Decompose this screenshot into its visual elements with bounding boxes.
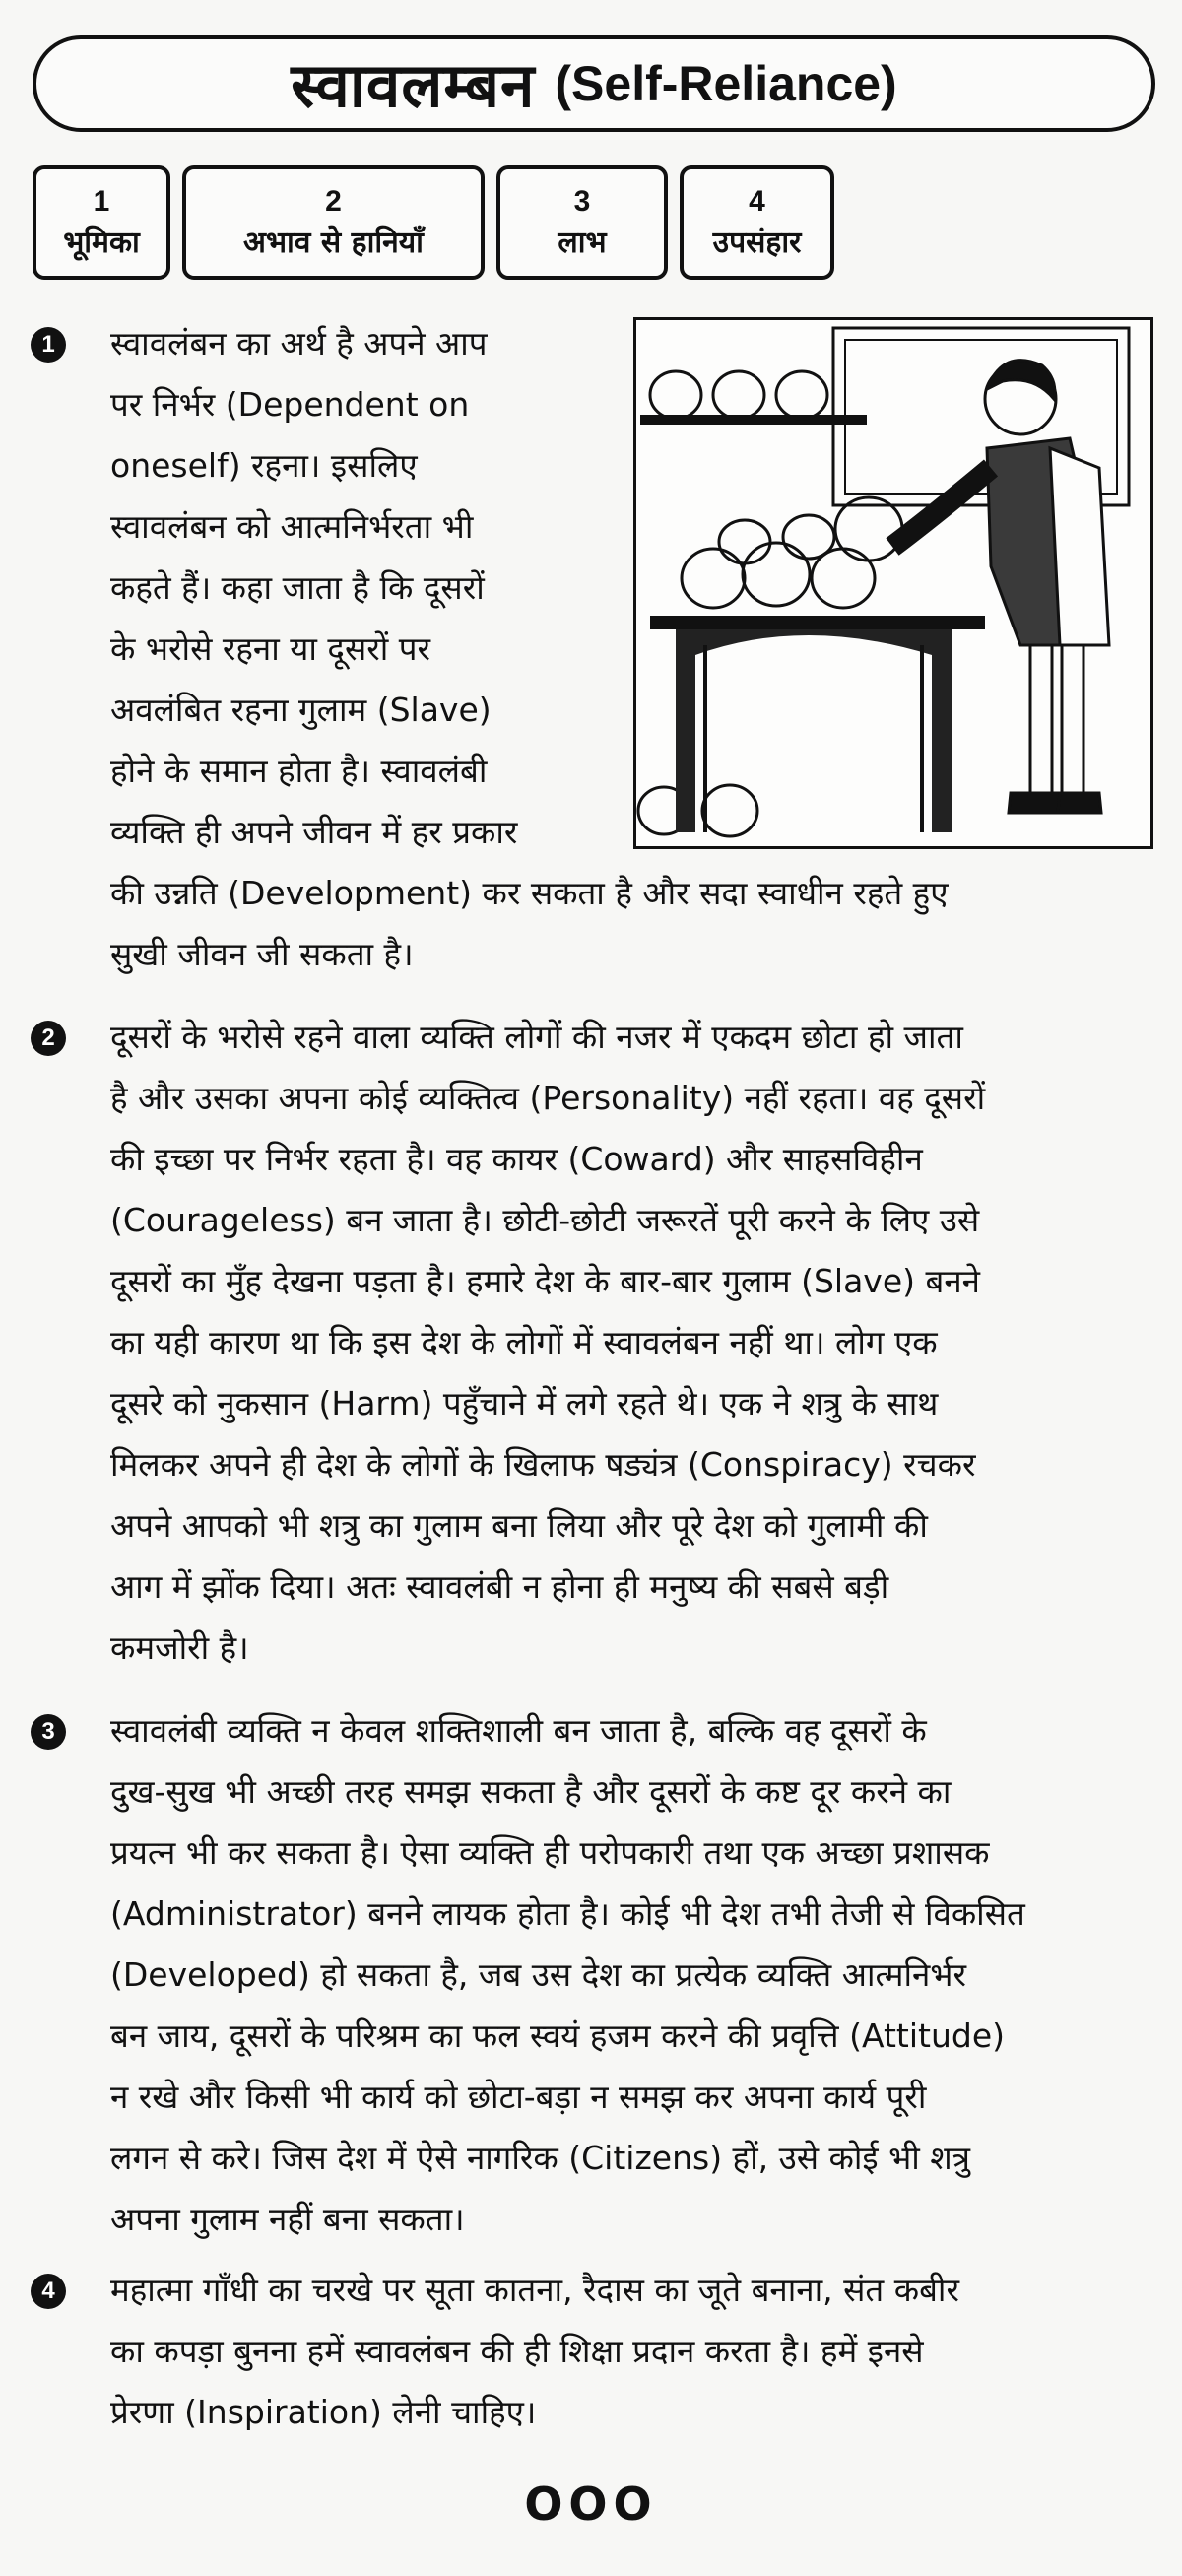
paragraph-line: सुखी जीवन जी सकता है। bbox=[110, 935, 414, 973]
paragraph-line: न रखे और किसी भी कार्य को छोटा-बड़ा न समझ कर अपना कार्य पूरी bbox=[110, 2078, 927, 2116]
outline-item-4 bbox=[680, 165, 834, 280]
paragraph-line: का कपड़ा बुनना हमें स्वावलंबन की ही शिक्षा प्रदान करता है। हमें इनसे bbox=[110, 2332, 924, 2370]
paragraph-line: कमजोरी है। bbox=[110, 1628, 249, 1667]
paragraph-line: स्वावलंबन को आत्मनिर्भरता भी bbox=[110, 507, 474, 546]
outline-item-3 bbox=[496, 165, 668, 280]
outline-label: उपसंहार bbox=[712, 225, 802, 260]
paragraph-line: स्वावलंबन का अर्थ है अपने आप bbox=[110, 324, 488, 363]
outline-label: भूमिका bbox=[63, 225, 140, 260]
paragraph-3 bbox=[110, 1700, 1164, 2250]
outline-label: लाभ bbox=[558, 225, 607, 260]
paragraph-line: (Courageless) बन जाता है। छोटी-छोटी जरूरतें पूरी करने के लिए उसे bbox=[110, 1201, 980, 1239]
paragraph-line: लगन से करे। जिस देश में ऐसे नागरिक (Citizens) हों, उसे कोई भी शत्रु bbox=[110, 2139, 970, 2177]
paragraph-line: की उन्नति (Development) कर सकता है और सदा स्वाधीन रहते हुए bbox=[110, 874, 949, 912]
end-mark: OOO bbox=[524, 2477, 658, 2531]
paragraph-line: प्रयत्न भी कर सकता है। ऐसा व्यक्ति ही परोपकारी तथा एक अच्छा प्रशासक bbox=[110, 1833, 990, 1872]
paragraph-marker-3: 3 bbox=[31, 1714, 66, 1750]
paragraph-line: का यही कारण था कि इस देश के लोगों में स्वावलंबन नहीं था। लोग एक bbox=[110, 1323, 938, 1361]
paragraph-line: स्वावलंबी व्यक्ति न केवल शक्तिशाली बन जाता है, बल्कि वह दूसरों के bbox=[110, 1711, 927, 1750]
paragraph-line: दूसरों के भरोसे रहने वाला व्यक्ति लोगों की नजर में एकदम छोटा हो जाता bbox=[110, 1018, 963, 1056]
paragraph-line: अपने आपको भी शत्रु का गुलाम बना लिया और पूरे देश को गुलामी की bbox=[110, 1506, 928, 1545]
paragraph-line: दुख-सुख भी अच्छी तरह समझ सकता है और दूसरों के कष्ट दूर करने का bbox=[110, 1772, 952, 1811]
paragraph-line: दूसरों का मुँह देखना पड़ता है। हमारे देश के बार-बार गुलाम (Slave) बनने bbox=[110, 1262, 980, 1300]
outline-number: 2 bbox=[325, 184, 342, 218]
paragraph-line: के भरोसे रहना या दूसरों पर bbox=[110, 629, 431, 668]
title-english: (Self-Reliance) bbox=[555, 56, 897, 111]
paragraph-line: आग में झोंक दिया। अतः स्वावलंबी न होना ही मनुष्य की सबसे बड़ी bbox=[110, 1567, 889, 1606]
title-hindi: स्वावलम्बन bbox=[291, 49, 536, 121]
paragraph-marker-2: 2 bbox=[31, 1021, 66, 1056]
paragraph-marker-1: 1 bbox=[31, 327, 66, 363]
paragraph-2 bbox=[110, 1007, 1164, 1679]
paragraph-line: बन जाय, दूसरों के परिश्रम का फल स्वयं हजम करने की प्रवृत्ति (Attitude) bbox=[110, 2016, 1005, 2055]
paragraph-1 bbox=[110, 313, 1154, 985]
paragraph-line: होने के समान होता है। स्वावलंबी bbox=[110, 752, 488, 790]
outline-number: 4 bbox=[749, 184, 765, 218]
paragraph-line: महात्मा गाँधी का चरखे पर सूता कातना, रैदास का जूते बनाना, संत कबीर bbox=[110, 2271, 959, 2309]
paragraph-line: (Administrator) बनने लायक होता है। कोई भी देश तभी तेजी से विकसित bbox=[110, 1894, 1025, 1933]
paragraph-line: दूसरे को नुकसान (Harm) पहुँचाने में लगे रहते थे। एक ने शत्रु के साथ bbox=[110, 1384, 939, 1422]
outline-number: 3 bbox=[573, 184, 591, 218]
page-title-banner bbox=[33, 35, 1155, 132]
paragraph-line: पर निर्भर (Dependent on bbox=[110, 385, 470, 424]
paragraph-line: प्रेरणा (Inspiration) लेनी चाहिए। bbox=[110, 2393, 537, 2431]
paragraph-line: कहते हैं। कहा जाता है कि दूसरों bbox=[110, 568, 485, 607]
paragraph-line: व्यक्ति ही अपने जीवन में हर प्रकार bbox=[110, 813, 518, 851]
outline-item-2 bbox=[182, 165, 485, 280]
paragraph-line: मिलकर अपने ही देश के लोगों के खिलाफ षड्यंत्र (Conspiracy) रचकर bbox=[110, 1445, 976, 1484]
paragraph-line: की इच्छा पर निर्भर रहता है। वह कायर (Coward) और साहसविहीन bbox=[110, 1140, 923, 1178]
paragraph-marker-4: 4 bbox=[31, 2274, 66, 2309]
outline-label: अभाव से हानियाँ bbox=[243, 225, 424, 260]
outline-item-1 bbox=[33, 165, 170, 280]
paragraph-line: (Developed) हो सकता है, जब उस देश का प्रत्येक व्यक्ति आत्मनिर्भर bbox=[110, 1955, 967, 1994]
paragraph-line: है और उसका अपना कोई व्यक्तित्व (Personality) नहीं रहता। वह दूसरों bbox=[110, 1079, 986, 1117]
paragraph-line: अवलंबित रहना गुलाम (Slave) bbox=[110, 691, 492, 729]
paragraph-line: oneself) रहना। इसलिए bbox=[110, 446, 418, 485]
paragraph-line: अपना गुलाम नहीं बना सकता। bbox=[110, 2200, 465, 2238]
outline-number: 1 bbox=[93, 184, 110, 218]
outline-boxes bbox=[33, 165, 834, 280]
paragraph-4 bbox=[110, 2260, 1164, 2443]
